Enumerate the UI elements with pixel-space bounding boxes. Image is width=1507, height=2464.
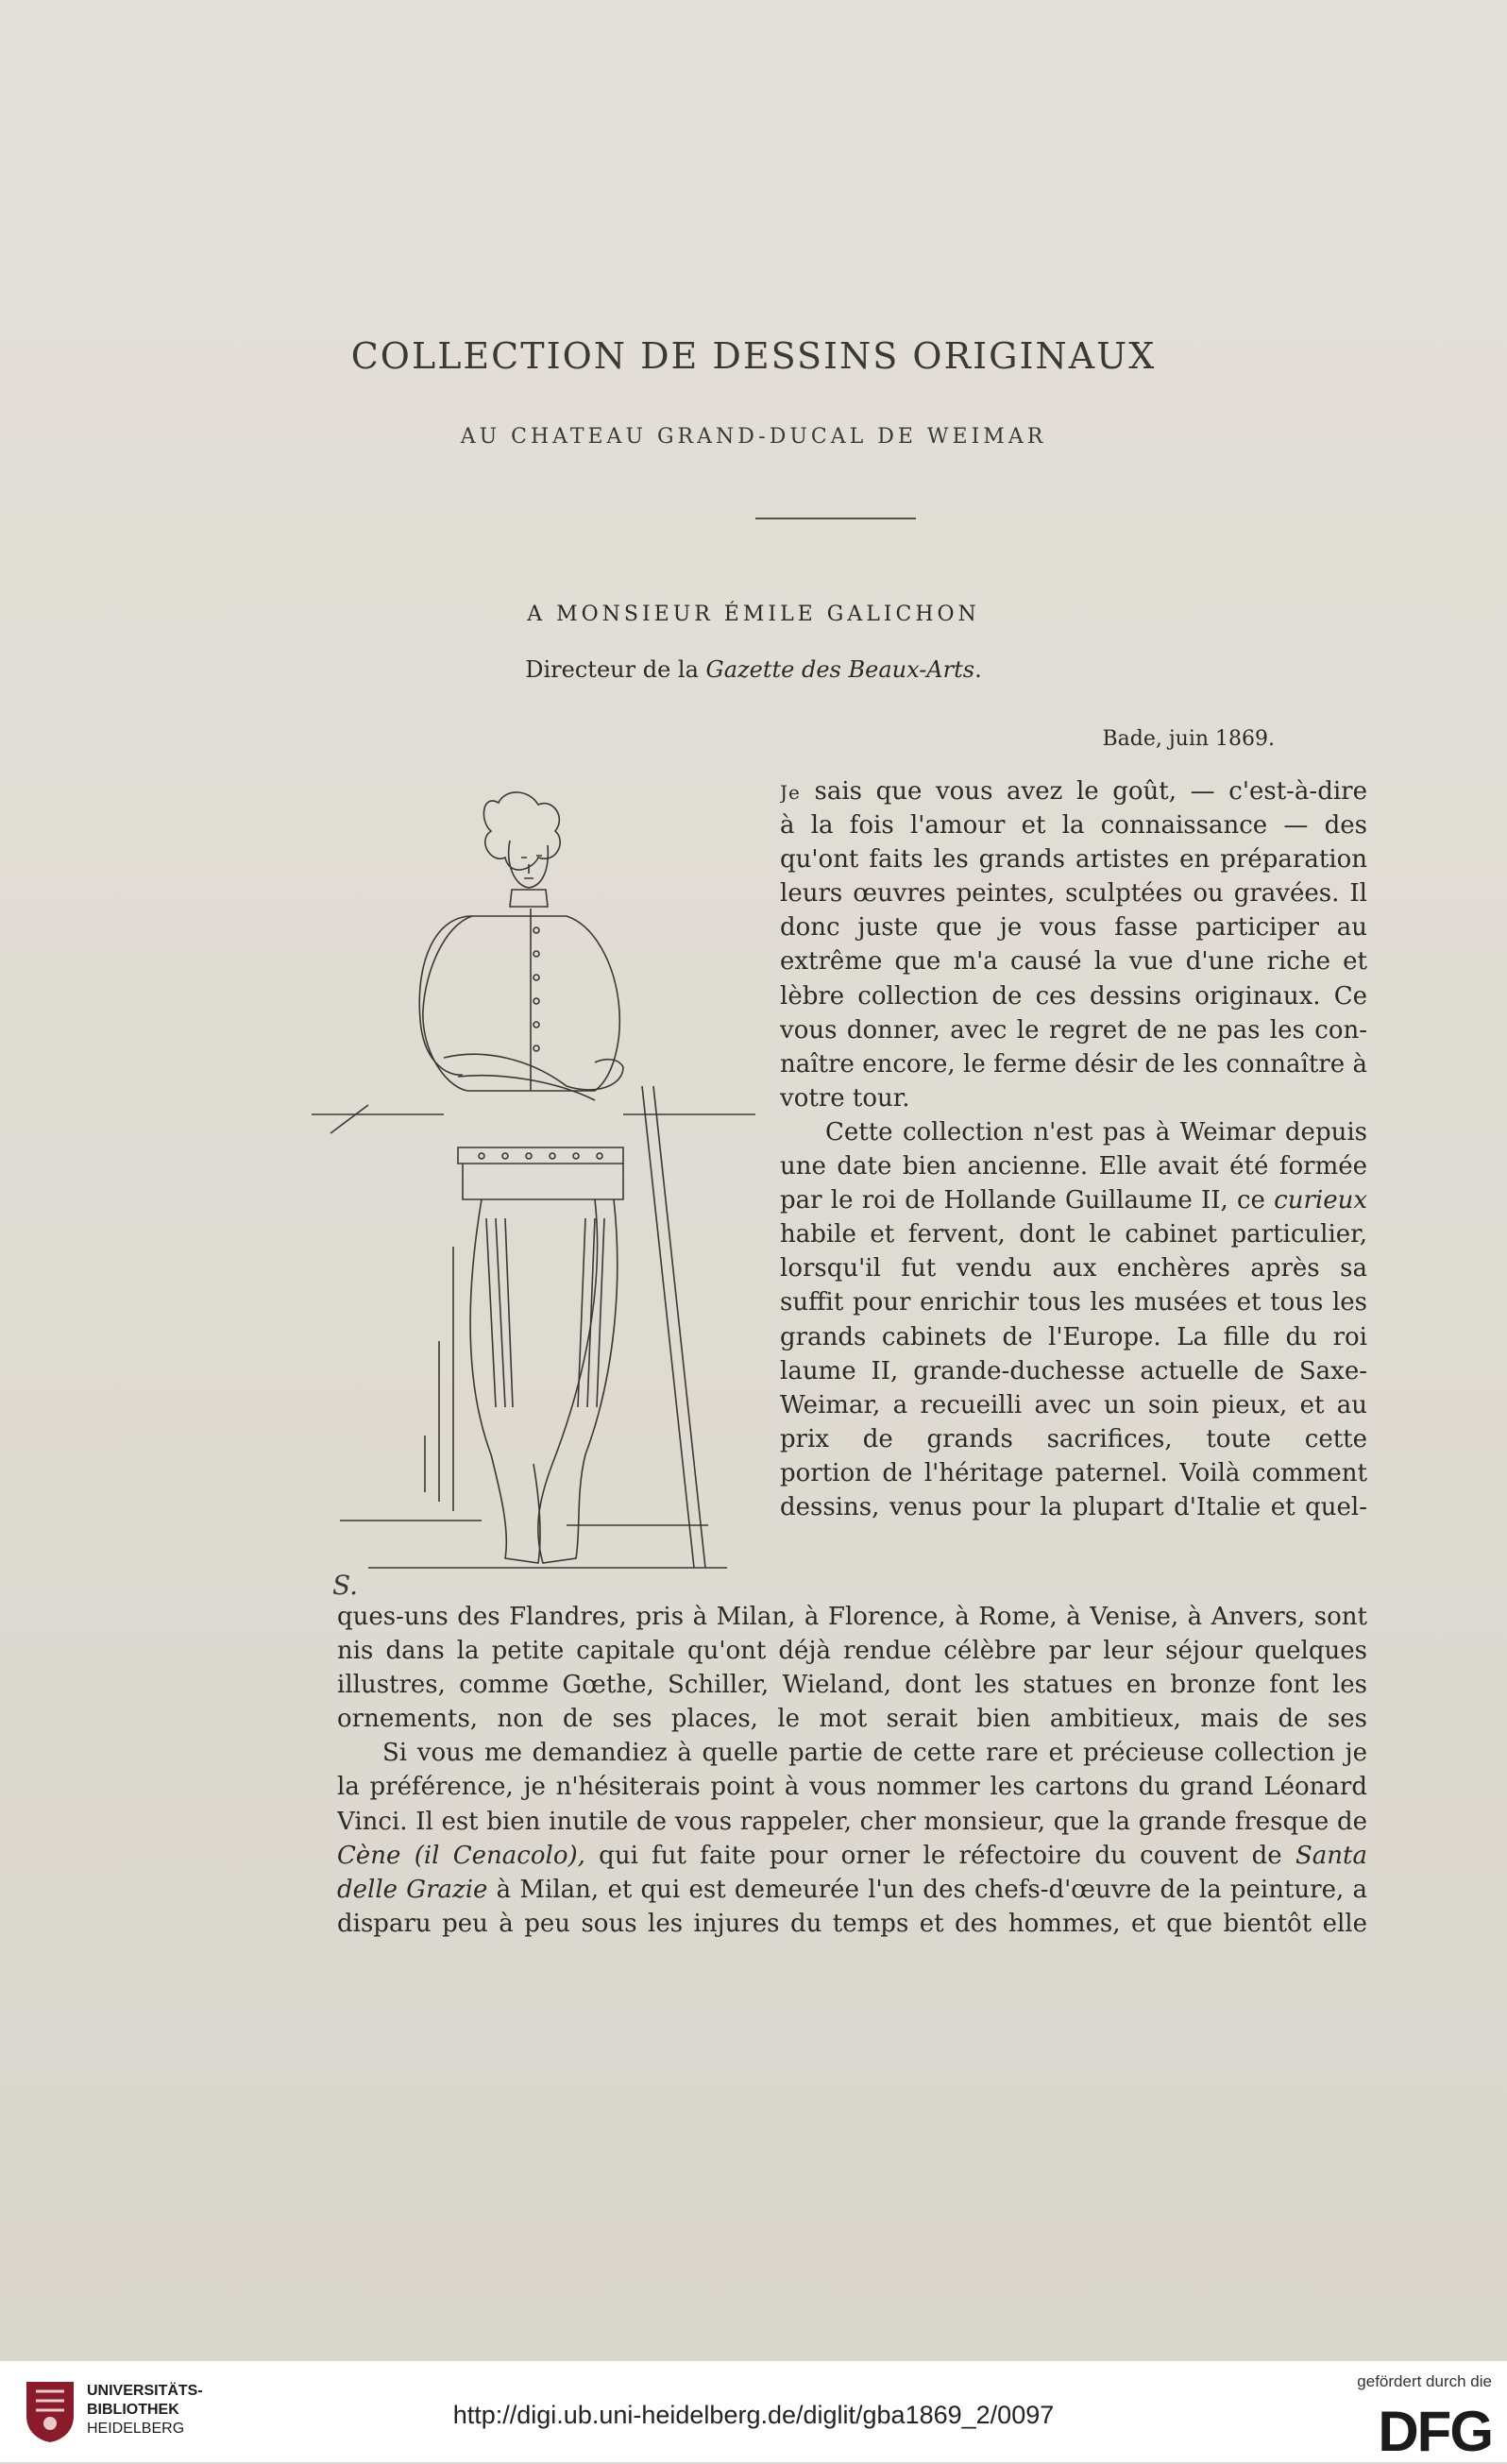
illustration-monogram: S. bbox=[332, 1570, 359, 1596]
text-full-width bbox=[337, 1600, 1367, 1941]
text-line: illustres, comme Gœthe, Schiller, Wieland, dont les statues en bronze font les bbox=[337, 1671, 1367, 1700]
text-line: Je sais que vous avez le goût, — c'est-à-dire bbox=[780, 777, 1367, 806]
text-line: la préférence, je n'hésiterais point à vous nommer les cartons du grand Léonard bbox=[337, 1773, 1367, 1802]
text-line: Vinci. Il est bien inutile de vous rappeler, cher monsieur, que la grande fresque de bbox=[337, 1807, 1367, 1836]
text-line: disparu peu à peu sous les injures du temps et des hommes, et que bientôt elle bbox=[337, 1909, 1367, 1938]
text-line: une date bien ancienne. Elle avait été formée bbox=[780, 1152, 1367, 1181]
text-line: naître encore, le ferme désir de les connaître à bbox=[780, 1049, 1367, 1079]
text-line: laume II, grande-duchesse actuelle de Saxe- bbox=[780, 1356, 1367, 1385]
text-line: Cette collection n'est pas à Weimar depuis bbox=[825, 1117, 1367, 1147]
university-library-logo[interactable]: UNIVERSITÄTS- BIBLIOTHEK HEIDELBERG bbox=[87, 2383, 203, 2437]
article-subtitle: AU CHATEAU GRAND-DUCAL DE WEIMAR bbox=[460, 425, 1047, 449]
text-line: lorsqu'il fut vendu aux enchères après sa bbox=[780, 1254, 1367, 1283]
article-title: COLLECTION DE DESSINS ORIGINAUX bbox=[350, 335, 1157, 377]
text-line: grands cabinets de l'Europe. La fille du roi bbox=[780, 1322, 1367, 1351]
dedication-role: Directeur de la Gazette des Beaux-Arts. bbox=[525, 656, 982, 683]
text-line: leurs œuvres peintes, sculptées ou gravées. Il bbox=[780, 879, 1367, 909]
text-line: ques-uns des Flandres, pris à Milan, à Florence, à Rome, à Venise, à Anvers, sont bbox=[337, 1603, 1367, 1631]
text-line: donc juste que je vous fasse participer au bbox=[780, 913, 1367, 943]
text-line: ornements, non de ses places, le mot serait bien ambitieux, mais de ses bbox=[337, 1705, 1367, 1734]
text-line: dessins, venus pour la plupart d'Italie et quel- bbox=[780, 1492, 1367, 1521]
text-line: Cène (il Cenacolo), qui fut faite pour orner le réfectoire du couvent de Santa bbox=[337, 1841, 1367, 1870]
text-line: qu'ont faits les grands artistes en préparation bbox=[780, 845, 1367, 875]
dateline: Bade, juin 1869. bbox=[1102, 727, 1275, 751]
text-line: par le roi de Hollande Guillaume II, ce curieux bbox=[780, 1186, 1367, 1215]
text-line: extrême que m'a causé la vue d'une riche et bbox=[780, 947, 1367, 977]
text-line: Weimar, a recueilli avec un soin pieux, et au bbox=[780, 1390, 1367, 1419]
text-line: nis dans la petite capitale qu'ont déjà rendue célèbre par leur séjour quelques bbox=[337, 1637, 1367, 1666]
text-column bbox=[780, 774, 1367, 1524]
text-line: habile et fervent, dont le cabinet particulier, bbox=[780, 1220, 1367, 1249]
text-line: à la fois l'amour et la connaissance — des bbox=[780, 811, 1367, 841]
text-line: Si vous me demandiez à quelle partie de cette rare et précieuse collection je bbox=[382, 1739, 1367, 1768]
text-line: portion de l'héritage paternel. Voilà comment bbox=[780, 1458, 1367, 1487]
dedication-recipient: A MONSIEUR ÉMILE GALICHON bbox=[527, 603, 980, 626]
funding-note: gefördert durch die bbox=[1357, 2372, 1492, 2390]
title-divider bbox=[755, 518, 916, 519]
text-line: lèbre collection de ces dessins originaux. Ce bbox=[780, 981, 1367, 1011]
dfg-logo[interactable]: DFG bbox=[1378, 2400, 1492, 2463]
text-line: votre tour. bbox=[780, 1083, 910, 1113]
journal-name: Gazette des Beaux-Arts bbox=[705, 656, 975, 683]
text-line: vous donner, avec le regret de ne pas les con- bbox=[780, 1015, 1367, 1045]
text-line: delle Grazie à Milan, et qui est demeurée l'un des chefs-d'œuvre de la peinture, a bbox=[337, 1875, 1367, 1904]
engraved-figure-illustration bbox=[312, 774, 755, 1596]
text-line: prix de grands sacrifices, toute cette bbox=[780, 1424, 1367, 1453]
text-line: suffit pour enrichir tous les musées et tous les bbox=[780, 1288, 1367, 1317]
permalink-url[interactable]: http://digi.ub.uni-heidelberg.de/diglit/gba1869_2/0097 bbox=[452, 2401, 1055, 2429]
